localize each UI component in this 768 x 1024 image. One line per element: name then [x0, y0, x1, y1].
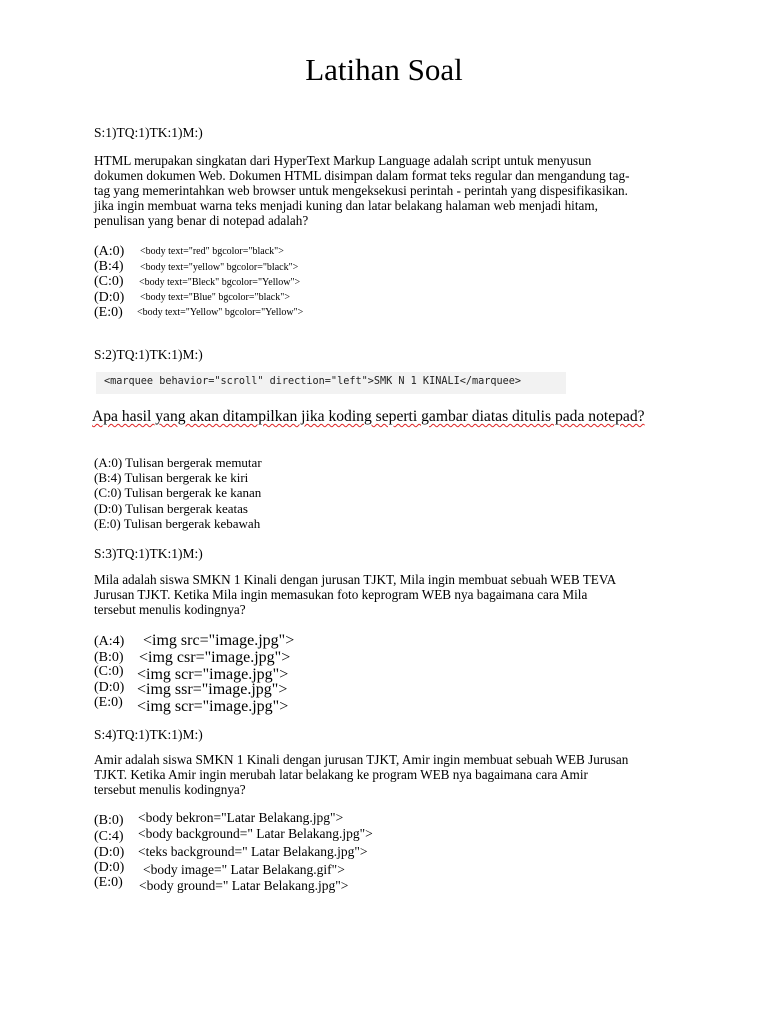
option-label: (D:0) [94, 860, 125, 875]
option-label: (C:0) [94, 274, 124, 289]
question-1-text [94, 153, 684, 228]
option-text: (E:0) Tulisan bergerak kebawah [94, 516, 261, 531]
question-2-text: Apa hasil yang akan ditampilkan jika koding seperti gambar diatas ditulis pada notepad? [92, 408, 645, 425]
option-code: <body text="red" bgcolor="black"> [140, 246, 284, 257]
option-code: <body text="yellow" bgcolor="black"> [140, 262, 299, 273]
option-label: (C:4) [94, 829, 124, 844]
option-text: (A:0) Tulisan bergerak memutar [94, 455, 262, 470]
question-4-text [94, 752, 684, 797]
question-2-header: S:2)TQ:1)TK:1)M:) [94, 347, 203, 362]
question-4-line: TJKT. Ketika Amir ingin merubah latar belakang ke program WEB nya bagaimana cara Amir [94, 767, 588, 782]
option-text: (B:4) Tulisan bergerak ke kiri [94, 470, 249, 485]
option-code: <img src="image.jpg"> [143, 632, 295, 649]
option-label: (B:4) [94, 259, 124, 274]
option-code: <body image=" Latar Belakang.gif"> [143, 862, 345, 877]
option-label: (D:0) [94, 845, 125, 860]
option-label: (C:0) [94, 664, 124, 679]
question-1-line: jika ingin membuat warna teks menjadi kuning dan latar belakang halaman web menjadi hitam, [94, 198, 598, 213]
question-1-line: penulisan yang benar di notepad adalah? [94, 213, 309, 228]
page-title: Latihan Soal [305, 52, 463, 87]
question-3-line: Jurusan TJKT. Ketika Mila ingin memasukan foto keprogram WEB nya bagaimana cara Mila [94, 587, 588, 602]
option-code: <img scr="image.jpg"> [137, 666, 289, 683]
option-label: (B:0) [94, 650, 124, 665]
option-code: <teks background=" Latar Belakang.jpg"> [138, 844, 368, 859]
option-code: <img scr="image.jpg"> [137, 698, 289, 715]
option-label: (D:0) [94, 290, 125, 305]
question-4-line: Amir adalah siswa SMKN 1 Kinali dengan jurusan TJKT, Amir ingin membuat sebuah WEB Jurusan [94, 752, 629, 767]
option-code: <body text="Yellow" bgcolor="Yellow"> [137, 307, 304, 318]
option-code: <body ground=" Latar Belakang.jpg"> [139, 878, 349, 893]
option-label: (B:0) [94, 813, 124, 828]
marquee-code: <marquee behavior="scroll" direction="left">SMK N 1 KINALI</marquee> [104, 376, 522, 387]
question-1-line: dokumen dokumen Web. Dokumen HTML disimpan dalam format teks regular dan mengandung tag- [94, 168, 630, 183]
question-4-header: S:4)TQ:1)TK:1)M:) [94, 727, 203, 742]
option-code: <img csr="image.jpg"> [139, 649, 291, 666]
option-code: <body bekron="Latar Belakang.jpg"> [138, 810, 344, 825]
option-label: (E:0) [94, 875, 123, 890]
option-label: (E:0) [94, 305, 123, 320]
option-text: (D:0) Tulisan bergerak keatas [94, 501, 248, 516]
option-text: (C:0) Tulisan bergerak ke kanan [94, 485, 262, 500]
question-3-line: Mila adalah siswa SMKN 1 Kinali dengan jurusan TJKT, Mila ingin membuat sebuah WEB TEVA [94, 572, 617, 587]
option-code: <img ssr="image.jpg"> [137, 681, 288, 698]
option-label: (A:0) [94, 244, 125, 259]
option-label: (D:0) [94, 680, 125, 695]
question-4-line: tersebut menulis kodingnya? [94, 782, 246, 797]
question-1-header: S:1)TQ:1)TK:1)M:) [94, 125, 203, 140]
option-code: <body text="Blue" bgcolor="black"> [140, 292, 290, 303]
question-3-text [94, 572, 684, 617]
option-code: <body text="Bleck" bgcolor="Yellow"> [139, 277, 301, 288]
option-label: (E:0) [94, 695, 123, 710]
question-1-line: HTML merupakan singkatan dari HyperText Markup Language adalah script untuk menyusun [94, 153, 592, 168]
question-3-header: S:3)TQ:1)TK:1)M:) [94, 546, 203, 561]
option-label: (A:4) [94, 634, 125, 649]
option-code: <body background=" Latar Belakang.jpg"> [138, 826, 373, 841]
question-1-line: tag yang memerintahkan web browser untuk mengeksekusi perintah - perintah yang dispesifikasikan. [94, 183, 628, 198]
question-3-line: tersebut menulis kodingnya? [94, 602, 246, 617]
